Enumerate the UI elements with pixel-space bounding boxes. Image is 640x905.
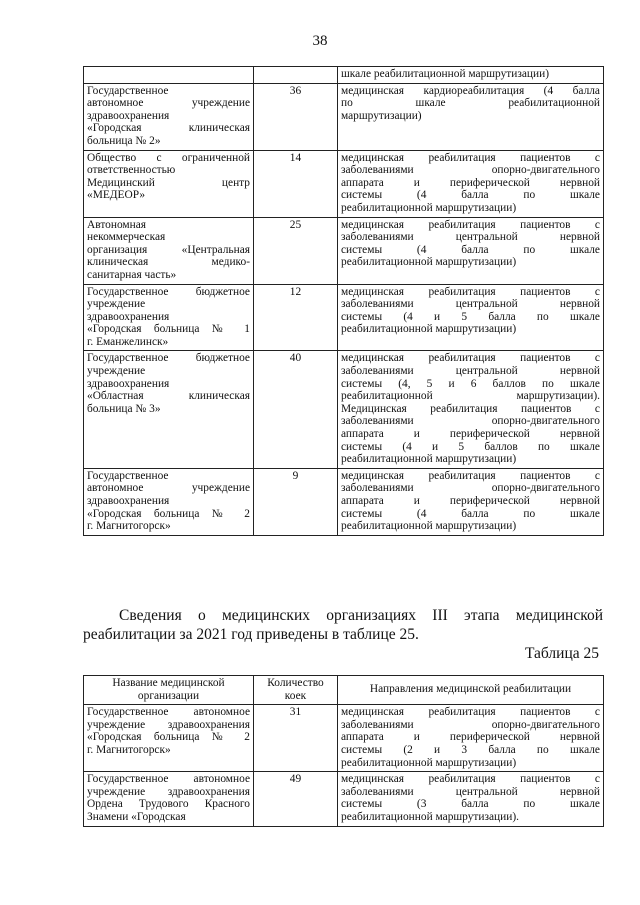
direction-line: маршрутизации) [341,109,422,122]
org-cell [84,705,254,772]
direction-line: медицинская реабилитация пациентов с [341,218,600,231]
direction-line: реабилитационной маршрутизации) [341,756,517,769]
direction-line: медицинская реабилитация пациентов с [341,706,600,719]
table-row [84,83,604,150]
org-line: «Городская больница № 1 [87,323,250,336]
org-cell [84,468,254,535]
direction-line: реабилитационной маршрутизации) [341,520,517,533]
org-line: г. Магнитогорск» [87,743,171,756]
org-line: Государственное бюджетное [87,285,250,298]
org-line: Государственное автономное [87,773,250,786]
beds-cell: 14 [254,150,338,217]
direction-line: медицинская реабилитация пациентов с [341,352,600,365]
org-cell [84,351,254,468]
summary-paragraph [83,606,603,644]
direction-line: медицинская реабилитация пациентов с [341,151,600,164]
org-cell [84,217,254,284]
direction-cell: шкале реабилитационной маршрутизации) [338,67,604,84]
direction-line: медицинская кардиореабилитация (4 балла [341,84,600,97]
direction-line: системы (4, 5 и 6 баллов по шкале [341,377,600,390]
direction-line: системы (4 и 5 балла по шкале [341,310,600,323]
direction-line: заболеваниями центральной нервной [341,365,600,378]
direction-line: аппарата и периферической нервной [341,176,600,189]
paragraph-line-2: реабилитации за 2021 год приведены в таблице 25. [83,626,419,643]
direction-cell [338,351,604,468]
direction-line: реабилитационной маршрутизации). [341,390,600,403]
direction-line: системы (4 балла по шкале [341,507,600,520]
direction-line: реабилитационной маршрутизации) [341,201,517,214]
table-25-body [84,705,604,826]
direction-line: аппарата и периферической нервной [341,495,600,507]
direction-line: заболеваниями центральной нервной [341,298,600,311]
rehabilitation-table-24 [83,66,604,536]
org-line: учреждение здравоохранения [87,785,250,798]
org-line: Медицинский центр [87,176,250,189]
header-org: Название медицинской организации [84,676,254,705]
org-line: Автономная [87,218,147,231]
org-line: здравоохранения [87,495,170,507]
direction-line: заболеваниями центральной нервной [341,231,600,244]
direction-line: системы (2 и 3 балла по шкале [341,743,600,756]
beds-cell: 40 [254,351,338,468]
org-line: Государственное автономное [87,706,250,719]
direction-line: аппарата и периферической нервной [341,428,600,441]
org-line: Государственное бюджетное [87,352,250,365]
org-line: здравоохранения [87,310,170,323]
org-line: г. Магнитогорск» [87,520,171,533]
table-caption: Таблица 25 [524,645,599,662]
table-row [84,284,604,351]
org-line: учреждение [87,298,146,311]
org-line: здравоохранения [87,109,170,122]
direction-line: системы (4 балла по шкале [341,243,600,256]
direction-line: по шкале реабилитационной [341,97,600,110]
table-row [84,217,604,284]
direction-cell [338,284,604,351]
org-line: клиническая медико- [87,256,250,269]
direction-line: заболеваниями опорно-двигательного [341,482,600,495]
direction-cell [338,150,604,217]
direction-line: системы (4 балла по шкале [341,189,600,202]
org-line: здравоохранения [87,377,170,390]
direction-line: медицинская реабилитация пациентов с [341,285,600,298]
org-cell [84,150,254,217]
header-direction: Направления медицинской реабилитации [338,676,604,705]
direction-line: системы (3 балла по шкале [341,798,600,811]
org-cell [84,67,254,84]
rehabilitation-table-25 [83,675,604,827]
org-line: Общество с ограниченной [87,151,250,164]
org-line: Государственное [87,84,169,97]
direction-line: реабилитационной маршрутизации). [341,810,519,823]
direction-cell [338,217,604,284]
direction-cell [338,83,604,150]
direction-cell [338,705,604,772]
org-line: автономное учреждение [87,97,250,110]
direction-line: заболеваниями опорно-двигательного [341,718,600,731]
table-row [84,150,604,217]
org-cell [84,284,254,351]
table-row [84,705,604,772]
org-line: «Городская больница № 2 [87,731,250,744]
org-line: санитарная часть» [87,268,177,281]
direction-line: Медицинская реабилитация пациентов с [341,402,600,415]
org-cell [84,83,254,150]
org-line: Ордена Трудового Красного [87,798,250,811]
table-header-row [84,676,604,705]
org-line: учреждение здравоохранения [87,718,250,731]
table-row-continuation [84,67,604,84]
beds-cell: 9 [254,468,338,535]
paragraph-line-1: Сведения о медицинских организациях III этапа медицинской [119,607,603,624]
org-line: больница № 3» [87,402,161,415]
org-line: организация «Центральная [87,243,250,256]
header-beds: Количество коек [254,676,338,705]
table-row [84,468,604,535]
org-line: некоммерческая [87,231,166,244]
table-row [84,351,604,468]
beds-cell [254,67,338,84]
org-line: учреждение [87,365,146,378]
beds-cell: 25 [254,217,338,284]
org-line: Знамени «Городская [87,810,186,823]
beds-cell: 49 [254,772,338,826]
direction-cell [338,772,604,826]
beds-cell: 12 [254,284,338,351]
org-cell [84,772,254,826]
org-line: больница № 2» [87,134,161,147]
direction-cell [338,468,604,535]
org-line: «Городская клиническая [87,122,250,135]
direction-line: реабилитационной маршрутизации) [341,256,517,269]
direction-line: реабилитационной маршрутизации) [341,453,517,466]
org-line: «Областная клиническая [87,390,250,403]
table-24-body [84,67,604,536]
org-line: автономное учреждение [87,482,250,495]
org-line: «МЕДЕОР» [87,189,146,202]
org-line: ответственностью [87,164,176,177]
beds-cell: 31 [254,705,338,772]
direction-line: медицинская реабилитация пациентов с [341,469,600,482]
direction-line: реабилитационной маршрутизации) [341,323,517,336]
table-row [84,772,604,826]
org-line: Государственное [87,469,169,482]
direction-line: заболеваниями опорно-двигательного [341,415,600,428]
direction-line: аппарата и периферической нервной [341,731,600,744]
direction-line: системы (4 и 5 баллов по шкале [341,440,600,453]
org-line: г. Еманжелинск» [87,335,169,348]
beds-cell: 36 [254,83,338,150]
direction-line: медицинская реабилитация пациентов с [341,773,600,786]
org-line: «Городская больница № 2 [87,507,250,520]
direction-line: заболеваниями опорно-двигательного [341,164,600,177]
direction-line: заболеваниями центральной нервной [341,785,600,798]
page-number: 38 [312,33,328,49]
